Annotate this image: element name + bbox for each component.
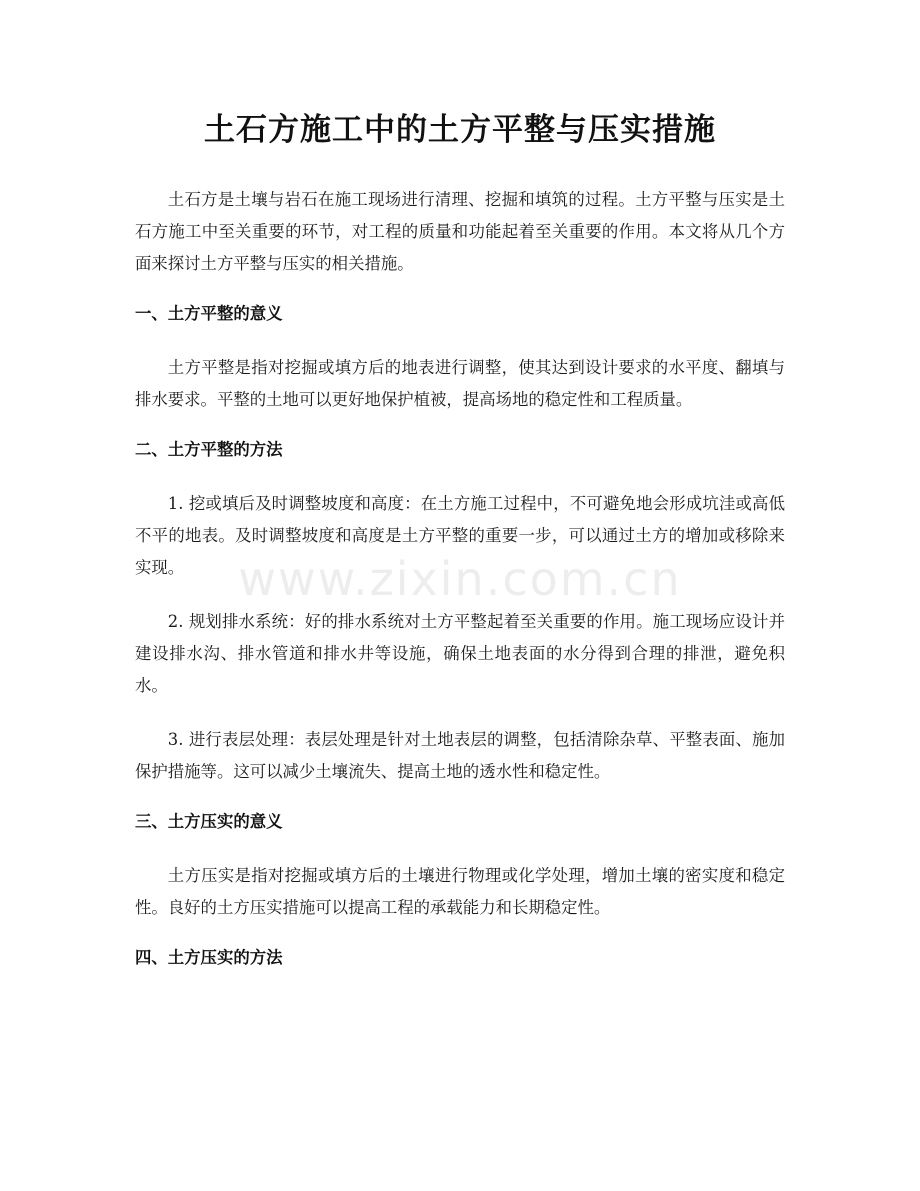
section-3-paragraph: 土方压实是指对挖掘或填方后的土壤进行物理或化学处理，增加土壤的密实度和稳定性。良好的土方压实措施可以提高工程的承载能力和长期稳定性。 [135, 866, 785, 917]
document-title: 土石方施工中的土方平整与压实措施 [204, 112, 716, 148]
section-heading-2: 二、土方平整的方法 [135, 440, 283, 459]
section-1-paragraph: 土方平整是指对挖掘或填方后的地表进行调整，使其达到设计要求的水平度、翻填与排水要求。平整的土地可以更好地保护植被，提高场地的稳定性和工程质量。 [135, 358, 785, 409]
section-2-item-3: 3. 进行表层处理：表层处理是针对土地表层的调整，包括清除杂草、平整表面、施加保护措施等。这可以减少土壤流失、提高土地的透水性和稳定性。 [135, 730, 785, 781]
section-2-item-1: 1. 挖或填后及时调整坡度和高度：在土方施工过程中，不可避免地会形成坑洼或高低不平的地表。及时调整坡度和高度是土方平整的重要一步，可以通过土方的增加或移除来实现。 [135, 494, 785, 577]
section-heading-1: 一、土方平整的意义 [135, 304, 283, 323]
section-2-item-2: 2. 规划排水系统：好的排水系统对土方平整起着至关重要的作用。施工现场应设计并建设排水沟、排水管道和排水井等设施，确保土地表面的水分得到合理的排泄，避免积水。 [135, 612, 785, 695]
section-heading-3: 三、土方压实的意义 [135, 812, 283, 831]
watermark: www.zixin.com.cn [238, 552, 682, 606]
section-heading-4: 四、土方压实的方法 [135, 948, 283, 967]
document-body [135, 184, 785, 996]
intro-paragraph: 土石方是土壤与岩石在施工现场进行清理、挖掘和填筑的过程。土方平整与压实是土石方施工中至关重要的环节，对工程的质量和功能起着至关重要的作用。本文将从几个方面来探讨土方平整与压实的相关措施。 [135, 190, 785, 273]
